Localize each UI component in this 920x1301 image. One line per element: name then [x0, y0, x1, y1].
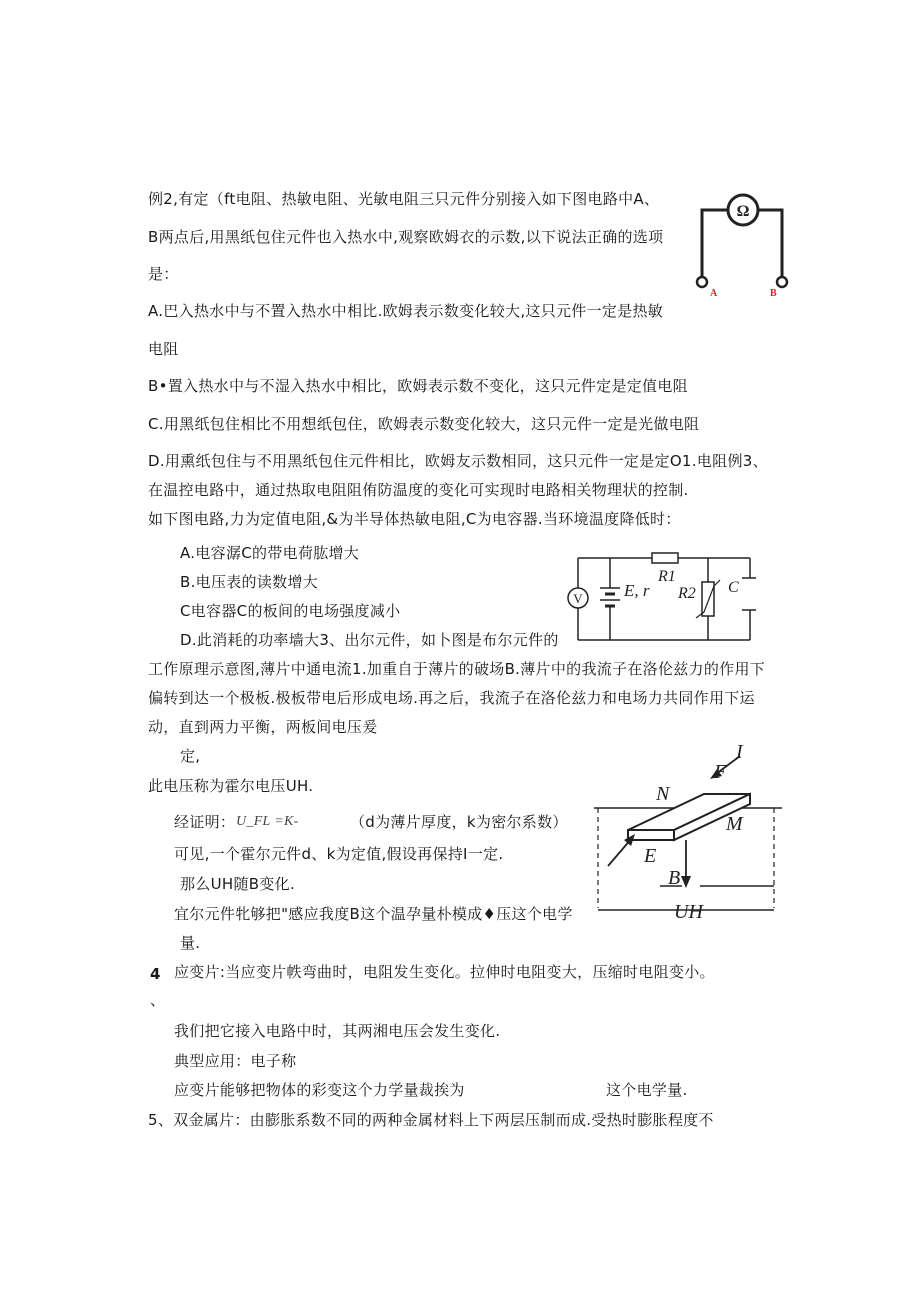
emf-label: E, r [624, 581, 650, 600]
hall-line-7: 那么UH随B变化. [180, 875, 296, 893]
sec4-mark: 、 [150, 991, 166, 1009]
capacitor-label: C [728, 579, 739, 596]
hall-line-3: 动，直到两力平衡，两板间电压爰 [148, 718, 378, 736]
label-e: E [644, 845, 657, 867]
terminal-a-icon [697, 277, 707, 287]
label-f: F [714, 761, 727, 783]
ex2-line-1: 例2,有定（ft电阻、热敏电阻、光敏电阻三只元件分别接入如下图电路中A、 [148, 190, 660, 208]
sec4-line-1: 应变片:当应变片帙弯曲时，电阻发生变化。拉伸时电阻变大，压缩时电阻变小。 [174, 963, 715, 981]
hall-line-4: 定, [180, 747, 201, 765]
ex2-option-a-line-2: 电阻 [148, 340, 179, 358]
voltmeter-label: V [573, 591, 583, 606]
hall-note: （d为薄片厚度，k为密尔系数） [350, 813, 568, 831]
hall-line-1: 工作原理示意图,薄片中通电流1.加重自于薄片的破场B.薄片中的我流子在洛伦兹力的作用下 [148, 660, 766, 678]
hall-proof-label: 经证明： [174, 813, 236, 831]
hall-formula: U_FL =K- [236, 814, 299, 829]
sec4-number: 4 [150, 965, 161, 983]
sec4-line-4b: 这个电学量. [606, 1081, 688, 1099]
fig1-left-wire [702, 210, 728, 276]
ohmmeter-symbol: Ω [736, 203, 750, 220]
ex2-line-3: 是： [148, 265, 179, 283]
label-n: N [656, 783, 670, 805]
sec4-line-3: 典型应用：电子称 [174, 1052, 297, 1070]
hall-line-2: 偏转到达一个极板.极板带电后形成电场.再之后，我流子在洛伦兹力和电场力共同作用下运 [148, 689, 755, 707]
hall-line-8: 宜尔元件牝够把"感应我度B这个温孕量朴模成♦压这个电学 [174, 905, 573, 923]
label-uh: UH [674, 901, 703, 923]
thermistor-circuit-figure [566, 548, 758, 648]
label-i: I [736, 741, 743, 763]
fig1-right-wire [758, 210, 782, 276]
terminal-a-label: A [710, 288, 718, 299]
sec5-line-1: 5、双金属片：由膨胀系数不同的两种金属材料上下两层压制而成.受热时膨胀程度不 [148, 1111, 714, 1129]
ex2-option-b: B•置入热水中与不湿入热水中相比，欧姆表示数不变化，这只元件定是定值电阻 [148, 377, 688, 395]
ex2-line-2: B两点后,用黑纸包住元件也入热水中,观察欧姆衣的示数,以下说法正确的选项 [148, 228, 664, 246]
ex3-option-b: B.电压表的读数增大 [180, 573, 319, 591]
hall-element-figure [590, 738, 786, 924]
ex3-line-1: 在温控电路中，通过热取电阻阻侑防温度的变化可实现时电路相关物理状的控制. [148, 481, 689, 499]
terminal-b-label: B [770, 288, 777, 299]
ex2-option-c: C.用黑纸包住相比不用想纸包住，欧姆表示数变化较大，这只元件一定是光做电阻 [148, 415, 700, 433]
ex3-line-2: 如下图电路,力为定值电阻,&为半导体热敏电阻,C为电容器.当环境温度降低时： [148, 510, 681, 528]
sec4-line-2: 我们把它接入电路中时，其两湘电压会发生变化. [174, 1022, 501, 1040]
ex2-option-d: D.用熏纸包住与不用黑纸包住元件相比，欧姆友示数相同，这只元件一定是定O1.电阻例3、 [148, 452, 768, 470]
hall-line-9: 量. [180, 934, 201, 952]
r1-label: R1 [658, 568, 676, 585]
hall-plate-front [628, 830, 674, 840]
resistor-r1 [652, 553, 678, 563]
hall-line-6: 可见,一个霍尔元件d、k为定值,假设再保持I一定. [174, 845, 504, 863]
hall-line-5: 此电压称为霍尔电压UH. [148, 777, 314, 795]
ex3-option-d: D.此消耗的功率墙大3、出尔元件，如卜图是布尔元件的 [180, 631, 559, 649]
ex3-option-a: A.电容潺C的带电荷肱增大 [180, 544, 360, 562]
r2-label: R2 [678, 585, 696, 602]
ex2-option-a-line-1: A.巴入热水中与不置入热水中相比.欧姆表示数变化较大,这只元件一定是热敏 [148, 302, 664, 320]
sec4-line-4a: 应变片能够把物体的彩变这个力学量裁挨为 [174, 1081, 465, 1099]
ohmmeter-circuit-figure [690, 190, 800, 302]
terminal-b-icon [777, 277, 787, 287]
label-b: B [668, 867, 681, 889]
label-m: M [726, 813, 743, 835]
ex3-option-c: C电容器C的板间的电场强度减小 [180, 602, 401, 620]
